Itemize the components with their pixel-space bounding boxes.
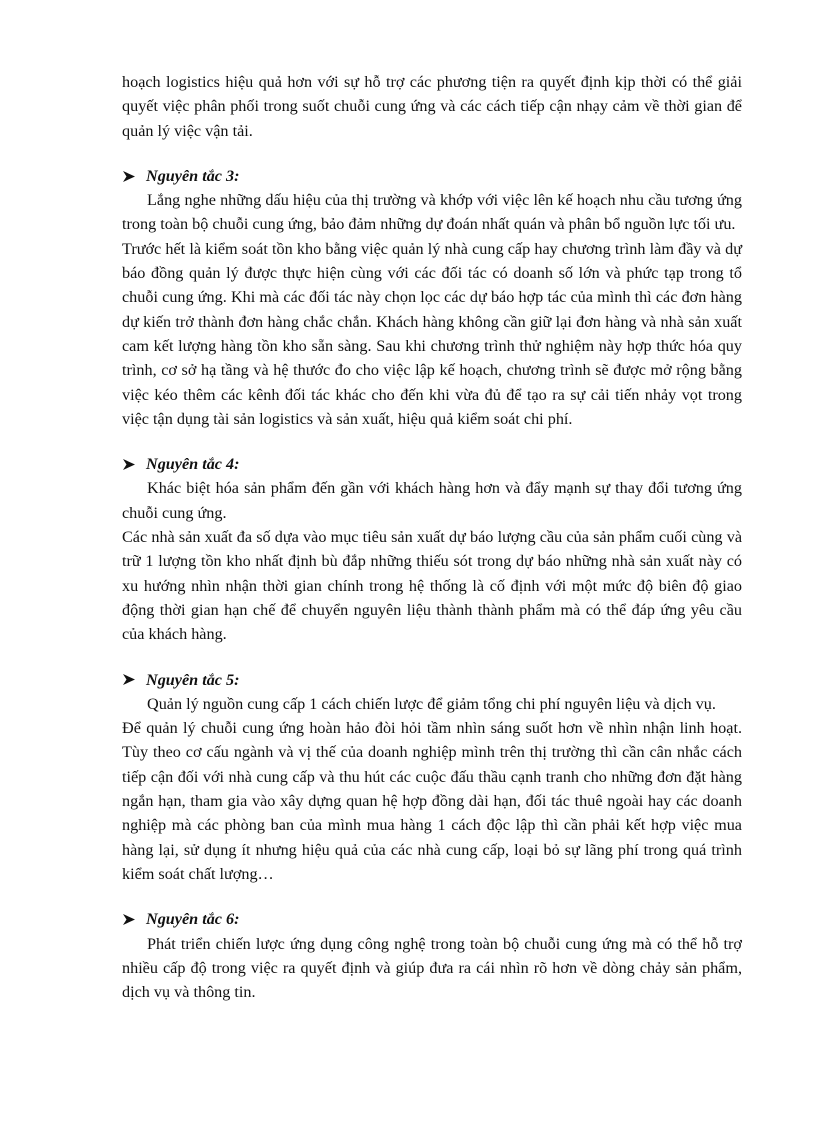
section-heading-text: Nguyên tắc 4: — [146, 455, 240, 474]
document-page — [122, 70, 742, 1004]
section-heading-text: Nguyên tắc 3: — [146, 166, 240, 185]
section-heading — [122, 907, 742, 931]
section-heading-text: Nguyên tắc 5: — [146, 670, 240, 689]
section-heading — [122, 164, 742, 188]
section-heading-text: Nguyên tắc 6: — [146, 910, 240, 929]
arrowhead-bullet-icon — [122, 913, 146, 926]
section-heading — [122, 452, 742, 476]
section-body-paragraph: Trước hết là kiểm soát tồn kho bằng việc quản lý nhà cung cấp hay chương trình làm đầy và dự báo đồng quản lý được thực hiện cùng với các đối tác có doanh số lớn và phức tạp trong tổ chuỗi cung ứng. Khi mà các đối tác này chọn lọc các dự báo hợp tác của mình thì các đơn hàng dự kiến trở thành đơn hàng chắc chắn. Khách hàng không cần giữ lại đơn hàng và nhà sản xuất cam kết lượng hàng tồn kho sẵn sàng. Sau khi chương trình thử nghiệm này hợp thức hóa quy trình, cơ sở hạ tầng và hệ thước đo cho việc lập kế hoạch, chương trình sẽ được mở rộng bằng việc kéo thêm các kênh đối tác khác cho đến khi vừa đủ để tạo ra sự cải tiến nhảy vọt trong việc tận dụng tài sản logistics và sản xuất, hiệu quả kiểm soát chi phí. — [122, 239, 742, 428]
intro-paragraph: hoạch logistics hiệu quả hơn với sự hỗ trợ các phương tiện ra quyết định kịp thời có thể giải quyết việc phân phối trong suốt chuỗi cung ứng và các cách tiếp cận nhạy cảm về thời gian để quản lý việc vận tải. — [122, 73, 742, 140]
arrowhead-bullet-icon — [122, 458, 146, 471]
arrowhead-bullet-icon — [122, 673, 146, 686]
section-lead-paragraph: Phát triển chiến lược ứng dụng công nghệ trong toàn bộ chuỗi cung ứng mà có thể hỗ trợ nhiều cấp độ trong việc ra quyết định và giúp đưa ra cái nhìn rõ hơn về dòng chảy sản phẩm, dịch vụ và thông tin. — [122, 934, 742, 1002]
section-lead-paragraph: Lắng nghe những dấu hiệu của thị trường và khớp với việc lên kế hoạch nhu cầu tương ứng trong toàn bộ chuỗi cung ứng, bảo đảm những dự đoán nhất quán và phân bổ nguồn lực tối ưu. — [122, 191, 742, 234]
section-body-paragraph: Để quản lý chuỗi cung ứng hoàn hảo đòi hỏi tầm nhìn sáng suốt hơn về nhìn nhận linh hoạt. Tùy theo cơ cấu ngành và vị thế của doanh nghiệp mình trên thị trường thì cần cân nhắc cách tiếp cận đối với nhà cung cấp và thu hút các cuộc đấu thầu cạnh tranh cho những đơn đặt hàng ngắn hạn, tham gia vào xây dựng quan hệ hợp đồng dài hạn, đối tác thuê ngoài hay các doanh nghiệp mà các phòng ban của mình mua hàng 1 cách độc lập thì cần phải kết hợp việc mua hàng lại, sử dụng ít nhưng hiệu quả của các nhà cung cấp, loại bỏ sự lãng phí trong quá trình kiểm soát chất lượng… — [122, 719, 742, 883]
section-heading — [122, 668, 742, 692]
section-lead-paragraph: Quản lý nguồn cung cấp 1 cách chiến lược để giảm tổng chi phí nguyên liệu và dịch vụ. — [147, 694, 716, 713]
section-body-paragraph: Các nhà sản xuất đa số dựa vào mục tiêu sản xuất dự báo lượng cầu của sản phẩm cuối cùng và trữ 1 lượng tồn kho nhất định bù đắp những thiếu sót trong dự báo những nhà sản xuất này có xu hướng nhìn nhận thời gian chính trong hệ thống là cố định với một mức độ biên độ giao động thời gian hạn chế để chuyển nguyên liệu thành thành phẩm mà có thể đáp ứng yêu cầu của khách hàng. — [122, 528, 742, 644]
section-lead-paragraph: Khác biệt hóa sản phẩm đến gần với khách hàng hơn và đẩy mạnh sự thay đổi tương ứng chuỗi cung ứng. — [122, 479, 742, 522]
arrowhead-bullet-icon — [122, 170, 146, 183]
